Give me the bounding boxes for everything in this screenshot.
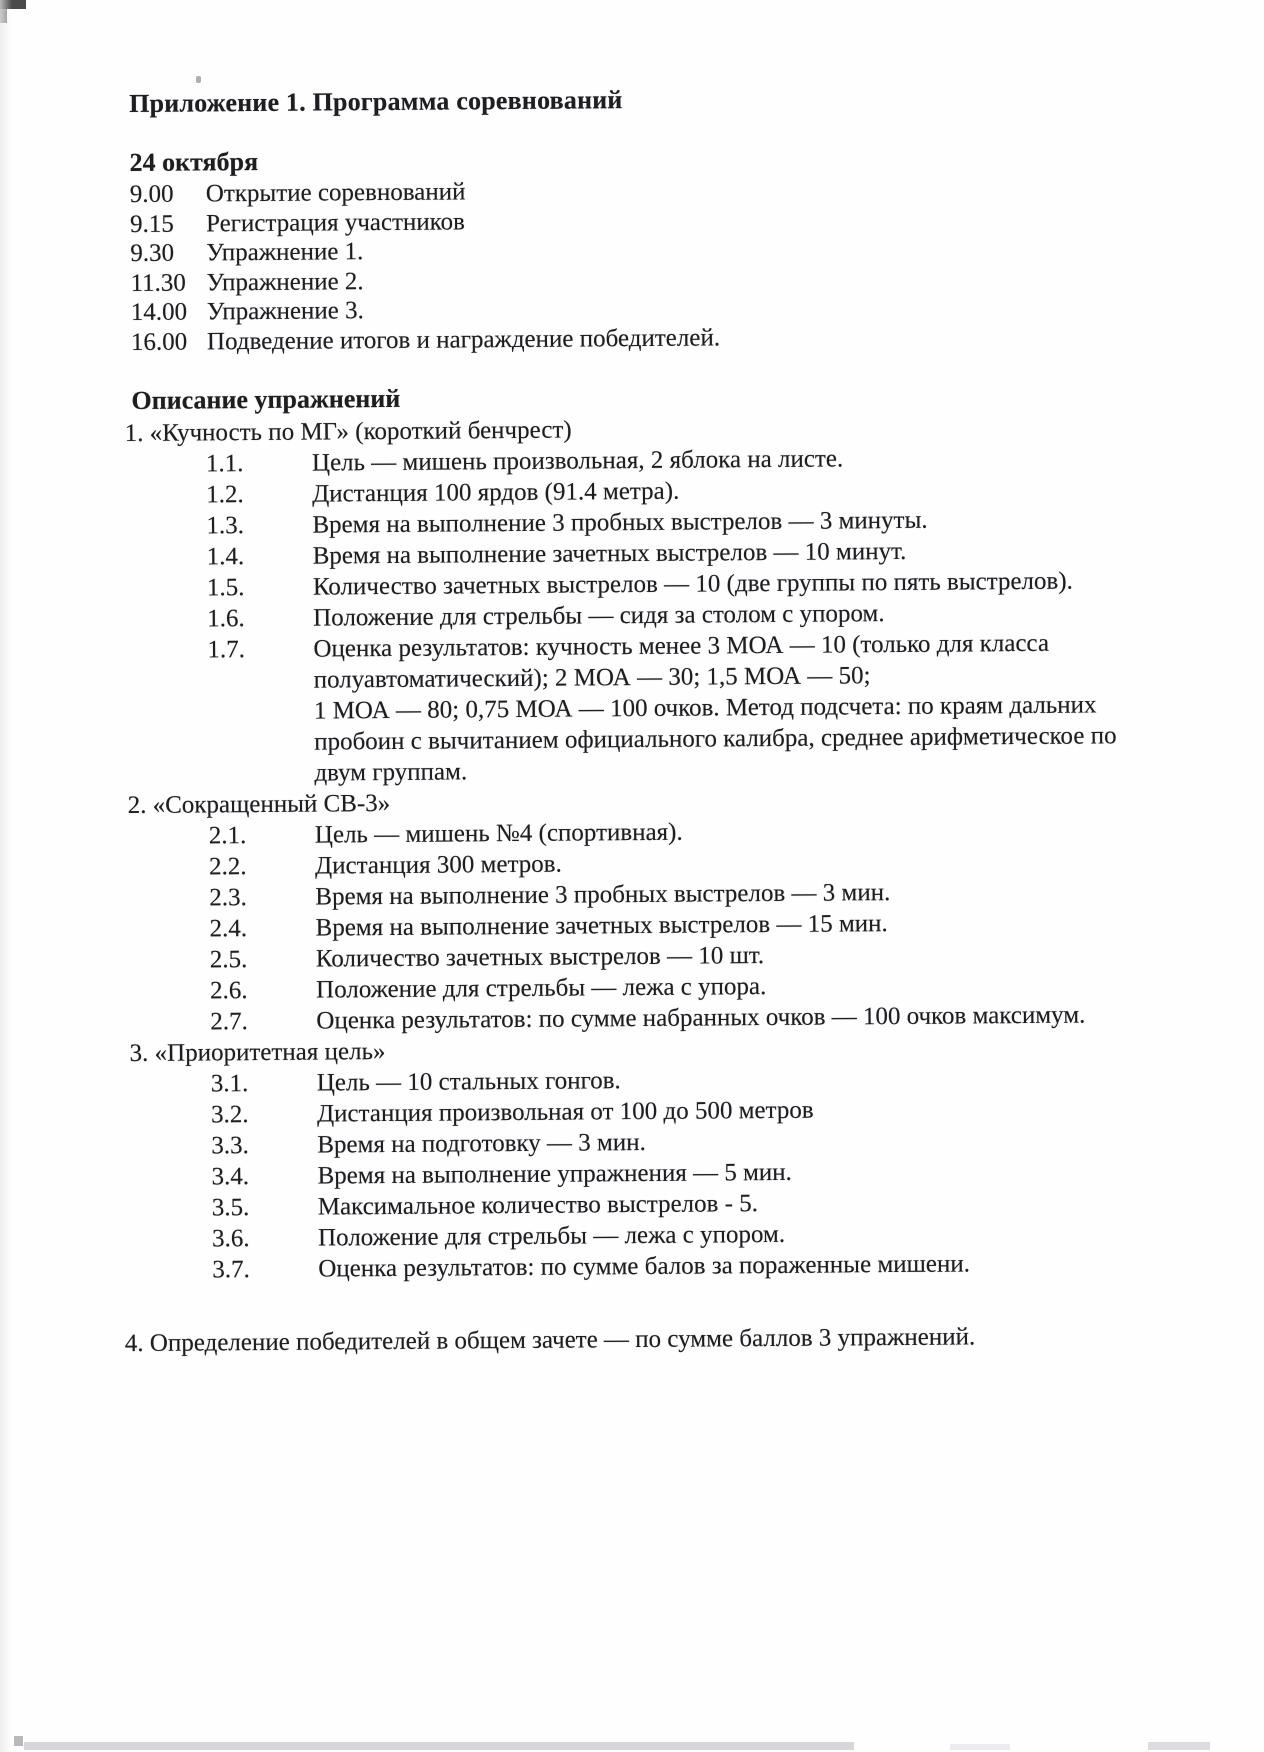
schedule-event: Упражнение 1.: [206, 238, 364, 267]
schedule-time: 11.30: [130, 269, 186, 297]
item-number: 2.5.: [209, 946, 248, 974]
item-text: Время на выполнение зачетных выстрелов — 15 мин.: [315, 910, 888, 942]
list-item: [207, 627, 1154, 789]
scan-bottom-edge-artifact: [24, 1742, 854, 1750]
date-heading: 24 октября: [129, 146, 259, 177]
schedule-event: Упражнение 2.: [206, 267, 364, 296]
item-text: Цель — мишень произвольная, 2 яблока на листе.: [311, 445, 844, 477]
item-text: Время на выполнение 3 пробных выстрелов — 3 мин.: [315, 879, 891, 911]
item-number: 3.5.: [211, 1194, 250, 1222]
item-number: 1.2.: [206, 481, 244, 509]
scan-bottom-dot-artifact: [14, 1736, 23, 1746]
schedule-event: Открытие соревнований: [205, 178, 466, 208]
item-text: Оценка результатов: кучность менее 3 МОА — 10 (только для класса полуавтоматический); 2 МОА — 30; 1,5 МОА — 50; 1 МОА — 80; 0,75 МОА — 100 очков. Метод подсчета: по краям дальних пробоин с вычитанием официального калибра, среднее арифметическое по двум группам.: [313, 629, 1123, 787]
item-text: Оценка результатов: по сумме балов за пораженные мишени.: [318, 1250, 971, 1283]
schedule-time: 9.15: [129, 210, 174, 238]
scan-bottom-edge-artifact-2: [950, 1744, 1010, 1750]
item-number: 3.4.: [211, 1163, 250, 1191]
schedule-list: [130, 172, 1151, 357]
item-number: 2.2.: [209, 853, 247, 881]
item-text: Количество зачетных выстрелов — 10 (две группы по пять выстрелов).: [312, 567, 1073, 601]
item-number: 1.6.: [207, 605, 245, 633]
schedule-time: 16.00: [130, 328, 188, 356]
exercise-1-title: 1. «Кучность по МГ» (короткий бенчрест): [124, 416, 572, 448]
item-number: 2.3.: [209, 884, 247, 912]
item-text: Время на выполнение 3 пробных выстрелов — 3 минуты.: [312, 506, 928, 539]
schedule-time: 9.30: [130, 239, 175, 267]
section-heading: Описание упражнений: [131, 383, 401, 415]
item-number: 3.1.: [210, 1070, 249, 1098]
exercise-2-title: 2. «Сокращенный СВ-3»: [127, 789, 391, 820]
item-number: 2.1.: [208, 822, 247, 850]
exercise-1-items: [206, 441, 1155, 789]
item-text: Время на выполнение упражнения — 5 мин.: [317, 1158, 792, 1190]
scan-speck-artifact: [196, 76, 201, 83]
item-number: 3.3.: [211, 1132, 249, 1160]
item-text: Положение для стрельбы — лежа с упором.: [317, 1220, 786, 1252]
scan-bottom-edge-artifact-3: [1148, 1742, 1210, 1750]
schedule-event: Подведение итогов и награждение победителей.: [206, 323, 721, 355]
item-text: Оценка результатов: по сумме набранных очков — 100 очков максимум.: [316, 1001, 1086, 1035]
item-number: 1.3.: [206, 512, 245, 540]
item-text: Время на выполнение зачетных выстрелов — 10 минут.: [312, 537, 907, 570]
exercise-2-items: [209, 813, 1157, 1037]
document-content: [124, 80, 1159, 1359]
item-text: Дистанция 300 метров.: [315, 850, 562, 880]
item-number: 1.7.: [207, 636, 246, 664]
document-title: Приложение 1. Программа соревнований: [129, 85, 623, 118]
schedule-time: 14.00: [130, 298, 188, 326]
final-item: 4. Определение победителей в общем зачете — по сумме баллов 3 упражнений.: [124, 1323, 976, 1358]
item-text: Положение для стрельбы — сидя за столом с упором.: [313, 600, 885, 632]
item-number: 1.1.: [205, 450, 244, 478]
schedule-time: 9.00: [129, 180, 174, 208]
item-number: 3.6.: [211, 1225, 250, 1253]
item-number: 1.4.: [206, 543, 245, 571]
item-number: 1.5.: [206, 574, 245, 602]
item-number: 2.6.: [209, 977, 248, 1005]
schedule-event: Регистрация участников: [205, 207, 466, 237]
item-text: Положение для стрельбы — лежа с упора.: [315, 973, 767, 1004]
item-text: Цель — 10 стальных гонгов.: [316, 1067, 621, 1097]
scan-left-edge-shadow: [0, 0, 12, 1752]
item-text: Время на подготовку — 3 мин.: [317, 1128, 646, 1159]
item-text: Максимальное количество выстрелов - 5.: [317, 1190, 759, 1221]
list-item: [212, 1247, 1158, 1285]
item-number: 2.4.: [209, 915, 248, 943]
item-number: 2.7.: [210, 1008, 248, 1036]
item-text: Цель — мишень №4 (спортивная).: [314, 818, 683, 849]
item-number: 3.2.: [210, 1101, 249, 1129]
exercise-3-title: 3. «Приоритетная цель»: [129, 1038, 386, 1068]
item-text: Количество зачетных выстрелов — 10 шт.: [315, 942, 765, 973]
item-number: 3.7.: [212, 1256, 250, 1284]
item-text: Дистанция 100 ярдов (91.4 метра).: [312, 477, 680, 508]
schedule-event: Упражнение 3.: [206, 297, 364, 326]
item-text: Дистанция произвольная от 100 до 500 метров: [316, 1096, 814, 1128]
exercise-descriptions: [124, 410, 1159, 1286]
exercise-3-items: [211, 1061, 1159, 1285]
